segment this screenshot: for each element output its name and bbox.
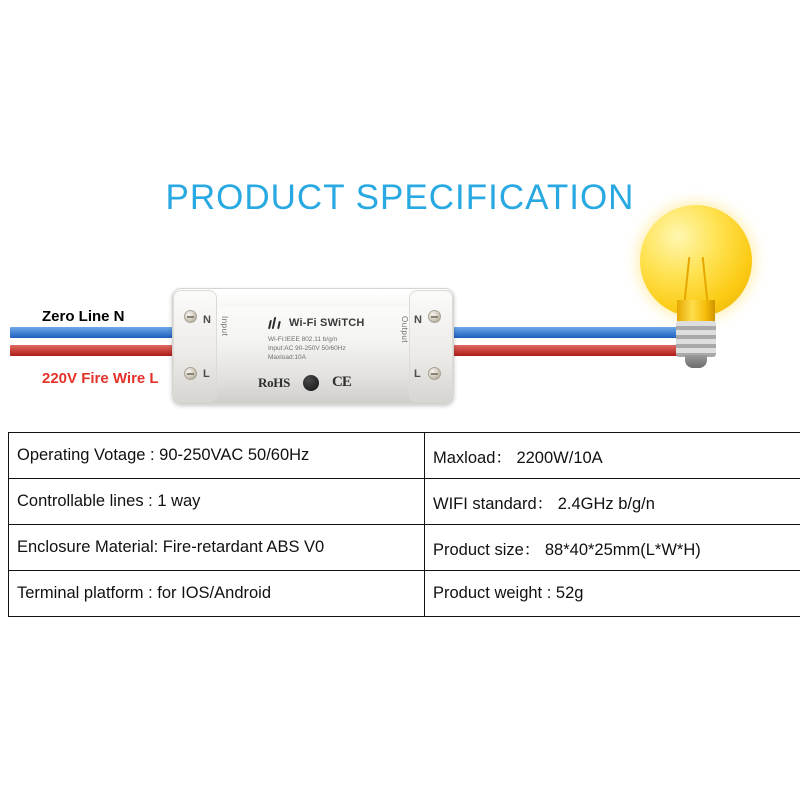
ce-mark: CE [332,374,351,390]
specification-table [8,432,800,617]
spec-cell-right: WIFI standard： 2.4GHz b/g/n [425,479,800,525]
wifi-switch-device [172,288,454,404]
spec-cell-right: Product weight : 52g [425,571,800,617]
device-spec-line-3: Maxload:10A [268,354,306,361]
light-bulb-icon [630,205,760,380]
zero-line-label: Zero Line N [42,308,125,325]
screw-icon [428,310,441,323]
table-row [9,479,800,525]
spec-cell-left: Enclosure Material: Fire-retardant ABS V0 [9,525,425,571]
spec-cell-left: Operating Votage : 90-250VAC 50/60Hz [9,433,425,479]
terminal-label-input-l: L [203,368,210,380]
rohs-mark: RoHS [258,374,291,390]
device-spec-print [268,335,346,362]
wifi-icon [268,316,284,329]
bulb-filament [678,257,714,303]
terminal-label-input-n: N [203,314,211,326]
device-spec-line-2: Input:AC 90-250V 50/60Hz [268,345,346,352]
page-title: PRODUCT SPECIFICATION [165,178,635,217]
device-certification-marks [258,374,351,391]
screw-icon [428,367,441,380]
screw-icon [184,310,197,323]
brand-label: Wi-Fi SWiTCH [289,316,365,329]
table-row [9,433,800,479]
terminal-label-output-l: L [414,368,421,380]
power-button[interactable] [303,375,319,391]
output-side-label: Output [400,316,409,344]
input-side-label: Input [220,316,229,337]
table-row [9,525,800,571]
device-spec-line-1: Wi-Fi:IEEE 802.11 b/g/n [268,336,338,343]
spec-cell-right: Maxload： 2200W/10A [425,433,800,479]
bulb-screw-base [676,321,716,357]
table-row [9,571,800,617]
spec-cell-left: Terminal platform : for IOS/Android [9,571,425,617]
bulb-tip [685,355,707,368]
device-brand [268,316,365,329]
screw-icon [184,367,197,380]
fire-wire-label: 220V Fire Wire L [42,370,159,387]
terminal-label-output-n: N [414,314,422,326]
spec-cell-left: Controllable lines : 1 way [9,479,425,525]
spec-cell-right: Product size： 88*40*25mm(L*W*H) [425,525,800,571]
